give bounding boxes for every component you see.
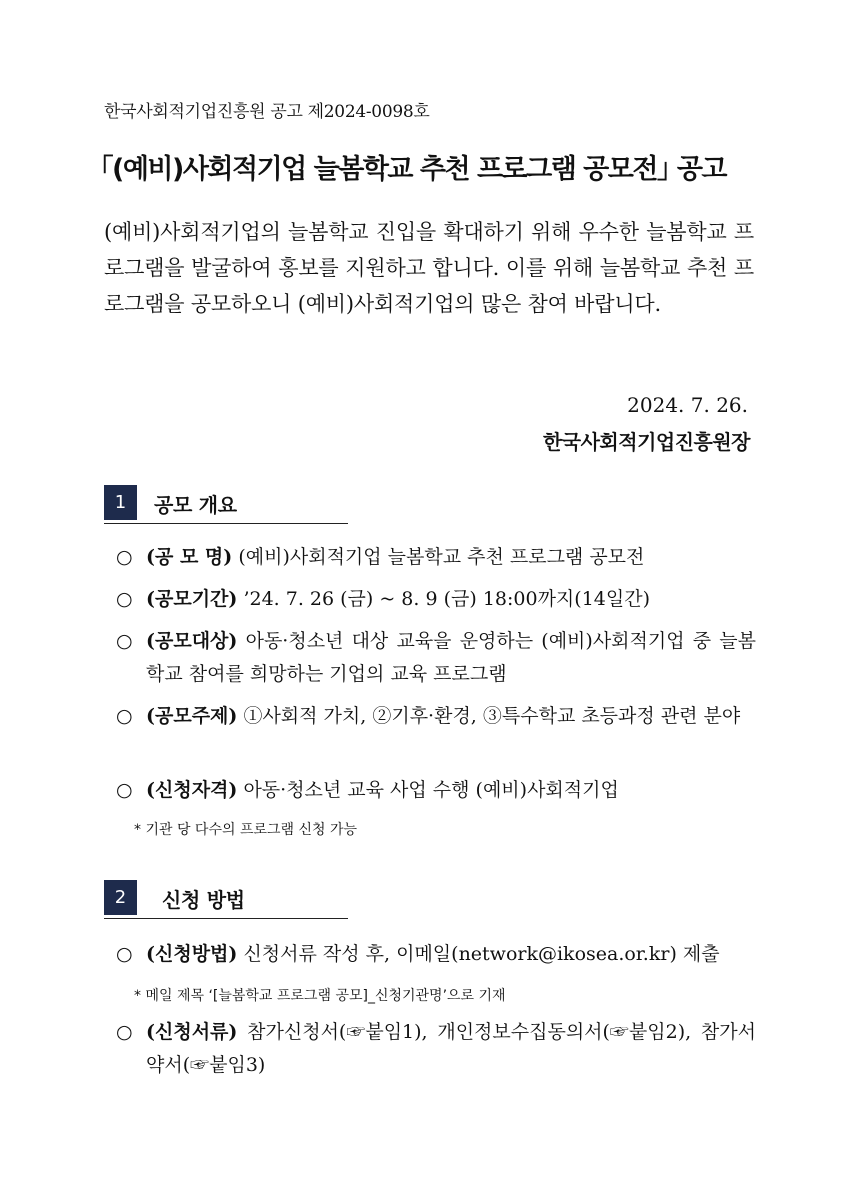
- announcement-date: 2024. 7. 26.: [627, 393, 748, 417]
- item-key: (공모주제): [146, 705, 238, 727]
- list-item-eligibility: [116, 774, 756, 807]
- notice-number: 한국사회적기업진흥원 공고 제2024-0098호: [104, 102, 430, 122]
- issuer-name: 한국사회적기업진흥원장: [542, 430, 750, 454]
- list-item-contest-name: [116, 541, 756, 574]
- list-item-documents: [116, 1016, 756, 1082]
- list-item-target: [116, 625, 756, 691]
- section-1-note: * 기관 당 다수의 프로그램 신청 가능: [134, 822, 358, 838]
- section-2-number: 2: [104, 880, 137, 915]
- list-item-method: [116, 938, 756, 971]
- circle-bullet-icon: ○: [116, 1021, 133, 1043]
- item-text: (예비)사회적기업 늘봄학교 추천 프로그램 공모전: [238, 546, 645, 568]
- circle-bullet-icon: ○: [116, 705, 133, 727]
- item-text: 아동·청소년 대상 교육을 운영하는 (예비)사회적기업 중 늘봄학교 참여를 희망하는 기업의 교육 프로그램: [146, 630, 756, 685]
- intro-paragraph: (예비)사회적기업의 늘봄학교 진입을 확대하기 위해 우수한 늘봄학교 프로그램을 발굴하여 홍보를 지원하고 합니다. 이를 위해 늘봄학교 추천 프로그램을 공모하오니 (예비)사회적기업의 많은 참여 바랍니다.: [104, 220, 754, 316]
- circle-bullet-icon: ○: [116, 588, 133, 610]
- list-item-period: [116, 583, 756, 616]
- item-text: 아동·청소년 교육 사업 수행 (예비)사회적기업: [243, 779, 619, 801]
- item-key: (신청방법): [146, 943, 238, 965]
- section-1-heading: [104, 485, 348, 524]
- circle-bullet-icon: ○: [116, 546, 133, 568]
- list-item-topics: [116, 700, 756, 733]
- section-2-title: 신청 방법: [162, 888, 245, 912]
- item-key: (공모대상): [146, 630, 238, 652]
- item-key: (신청서류): [146, 1021, 238, 1043]
- section-1-number: 1: [104, 485, 137, 520]
- section-1-title: 공모 개요: [154, 493, 237, 517]
- circle-bullet-icon: ○: [116, 779, 133, 801]
- item-text: 신청서류 작성 후, 이메일(network@ikosea.or.kr) 제출: [243, 943, 720, 965]
- item-text: ①사회적 가치, ②기후·환경, ③특수학교 초등과정 관련 분야: [243, 705, 741, 727]
- page-title: ｢(예비)사회적기업 늘봄학교 추천 프로그램 공모전｣ 공고: [100, 154, 726, 185]
- item-text: 참가신청서(☞붙임1), 개인정보수집동의서(☞붙임2), 참가서약서(☞붙임3): [146, 1021, 756, 1076]
- item-text: ’24. 7. 26 (금) ~ 8. 9 (금) 18:00까지(14일간): [243, 588, 650, 610]
- item-key: (공 모 명): [146, 546, 233, 568]
- item-key: (공모기간): [146, 588, 238, 610]
- item-key: (신청자격): [146, 779, 238, 801]
- section-2-note: * 메일 제목 ‘[늘봄학교 프로그램 공모]_신청기관명’으로 기재: [134, 988, 506, 1004]
- circle-bullet-icon: ○: [116, 943, 133, 965]
- circle-bullet-icon: ○: [116, 630, 133, 652]
- section-2-heading: [104, 880, 348, 919]
